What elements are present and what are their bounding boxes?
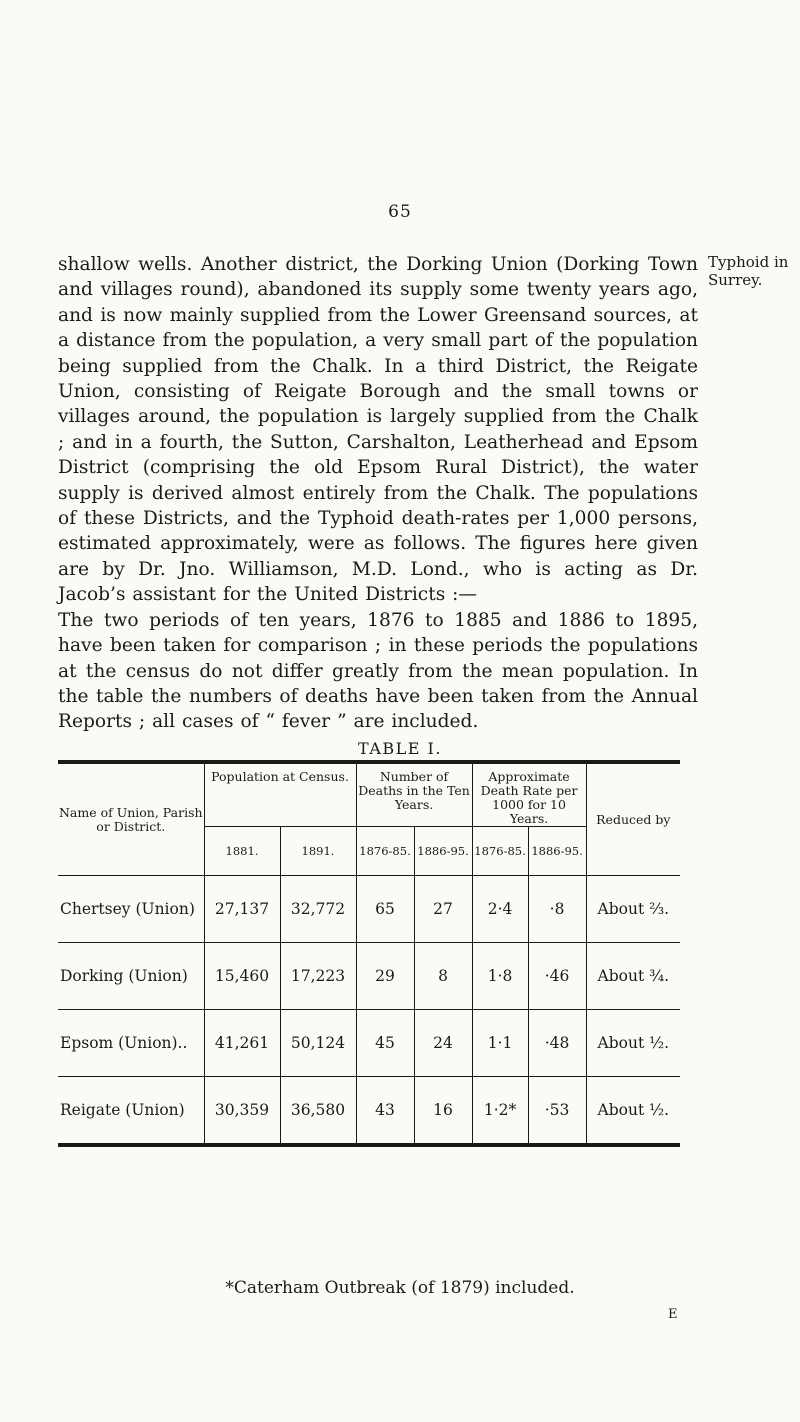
header-rate: Approximate Death Rate per 1000 for 10 Years. bbox=[472, 762, 586, 827]
footnote: *Caterham Outbreak (of 1879) included. bbox=[225, 1278, 575, 1298]
cell-deaths-1886-95: 8 bbox=[414, 943, 472, 1010]
cell-pop-1881: 27,137 bbox=[204, 876, 280, 943]
cell-deaths-1876-85: 45 bbox=[356, 1010, 414, 1077]
cell-rate-1876-85: 2·4 bbox=[472, 876, 528, 943]
cell-pop-1891: 17,223 bbox=[280, 943, 356, 1010]
cell-reduced: About ⅔. bbox=[586, 876, 680, 943]
paragraph: The two periods of ten years, 1876 to 1885 and 1886 to 1895, have been taken for comparison ; in these periods the populations at the census do not differ greatly from the mean population. In the table the numbers of deaths have been taken from the Annual Reports ; all cases of “ fever ” are included. bbox=[58, 609, 698, 733]
page-number: 65 bbox=[388, 202, 412, 222]
cell-pop-1891: 50,124 bbox=[280, 1010, 356, 1077]
cell-reduced: About ¾. bbox=[586, 943, 680, 1010]
cell-rate-1876-85: 1·2* bbox=[472, 1077, 528, 1146]
typhoid-table bbox=[58, 760, 680, 1147]
paragraph: shallow wells. Another district, the Dorking Union (Dorking Town and villages round), abandoned its supply some twenty years ago, and is now mainly supplied from the Lower Greensand sources, at a distance from the population, a very small part of the population being supplied from the Chalk. In a third District, the Reigate Union, consisting of Reigate Borough and the small towns or villages around, the population is largely supplied from the Chalk ; and in a fourth, the Sutton, Carshalton, Leatherhead and Epsom District (comprising the old Epsom Rural District), the water supply is derived almost entirely from the Chalk. The populations of these Districts, and the Typhoid death-rates per 1,000 persons, estimated approximately, were as follows. The figures here given are by Dr. Jno. Williamson, M.D. Lond., who is acting as Dr. Jacob’s assistant for the United Districts :— bbox=[58, 254, 698, 606]
header-population: Population at Census. bbox=[204, 762, 356, 827]
cell-rate-1876-85: 1·8 bbox=[472, 943, 528, 1010]
body-text bbox=[58, 252, 698, 735]
subheader: 1881. bbox=[204, 827, 280, 876]
cell-deaths-1876-85: 43 bbox=[356, 1077, 414, 1146]
cell-name: Reigate (Union) bbox=[60, 1101, 185, 1119]
subheader: 1886-95. bbox=[414, 827, 472, 876]
cell-name: Epsom (Union).. bbox=[58, 1010, 204, 1077]
cell-rate-1886-95: ·48 bbox=[528, 1010, 586, 1077]
subheader: 1876-85. bbox=[472, 827, 528, 876]
cell-deaths-1886-95: 27 bbox=[414, 876, 472, 943]
subheader: 1891. bbox=[280, 827, 356, 876]
subheader: 1876-85. bbox=[356, 827, 414, 876]
cell-rate-1886-95: ·46 bbox=[528, 943, 586, 1010]
cell-pop-1891: 32,772 bbox=[280, 876, 356, 943]
margin-note bbox=[708, 253, 800, 289]
table-row bbox=[58, 1010, 680, 1077]
cell-pop-1881: 15,460 bbox=[204, 943, 280, 1010]
cell-reduced: About ½. bbox=[586, 1010, 680, 1077]
cell-rate-1876-85: 1·1 bbox=[472, 1010, 528, 1077]
signature-mark: E bbox=[668, 1307, 678, 1322]
margin-note-line: Surrey. bbox=[708, 271, 763, 289]
header-reduced: Reduced by bbox=[586, 762, 680, 876]
cell-pop-1891: 36,580 bbox=[280, 1077, 356, 1146]
table-row bbox=[58, 1077, 680, 1146]
cell-name: Dorking (Union) bbox=[58, 943, 204, 1010]
header-deaths: Number of Deaths in the Ten Years. bbox=[356, 762, 472, 827]
cell-rate-1886-95: ·53 bbox=[528, 1077, 586, 1146]
table-title: TABLE I. bbox=[358, 739, 442, 758]
margin-note-line: Typhoid in bbox=[708, 253, 789, 271]
cell-pop-1881: 30,359 bbox=[204, 1077, 280, 1146]
cell-pop-1881: 41,261 bbox=[204, 1010, 280, 1077]
cell-name: Chertsey (Union) bbox=[58, 876, 204, 943]
subheader: 1886-95. bbox=[528, 827, 586, 876]
cell-deaths-1886-95: 16 bbox=[414, 1077, 472, 1146]
cell-deaths-1876-85: 65 bbox=[356, 876, 414, 943]
cell-rate-1886-95: ·8 bbox=[528, 876, 586, 943]
cell-reduced: About ½. bbox=[586, 1077, 680, 1146]
header-name: Name of Union, Parish or District. bbox=[58, 762, 204, 876]
table-row bbox=[58, 943, 680, 1010]
cell-deaths-1876-85: 29 bbox=[356, 943, 414, 1010]
table-row bbox=[58, 876, 680, 943]
cell-deaths-1886-95: 24 bbox=[414, 1010, 472, 1077]
